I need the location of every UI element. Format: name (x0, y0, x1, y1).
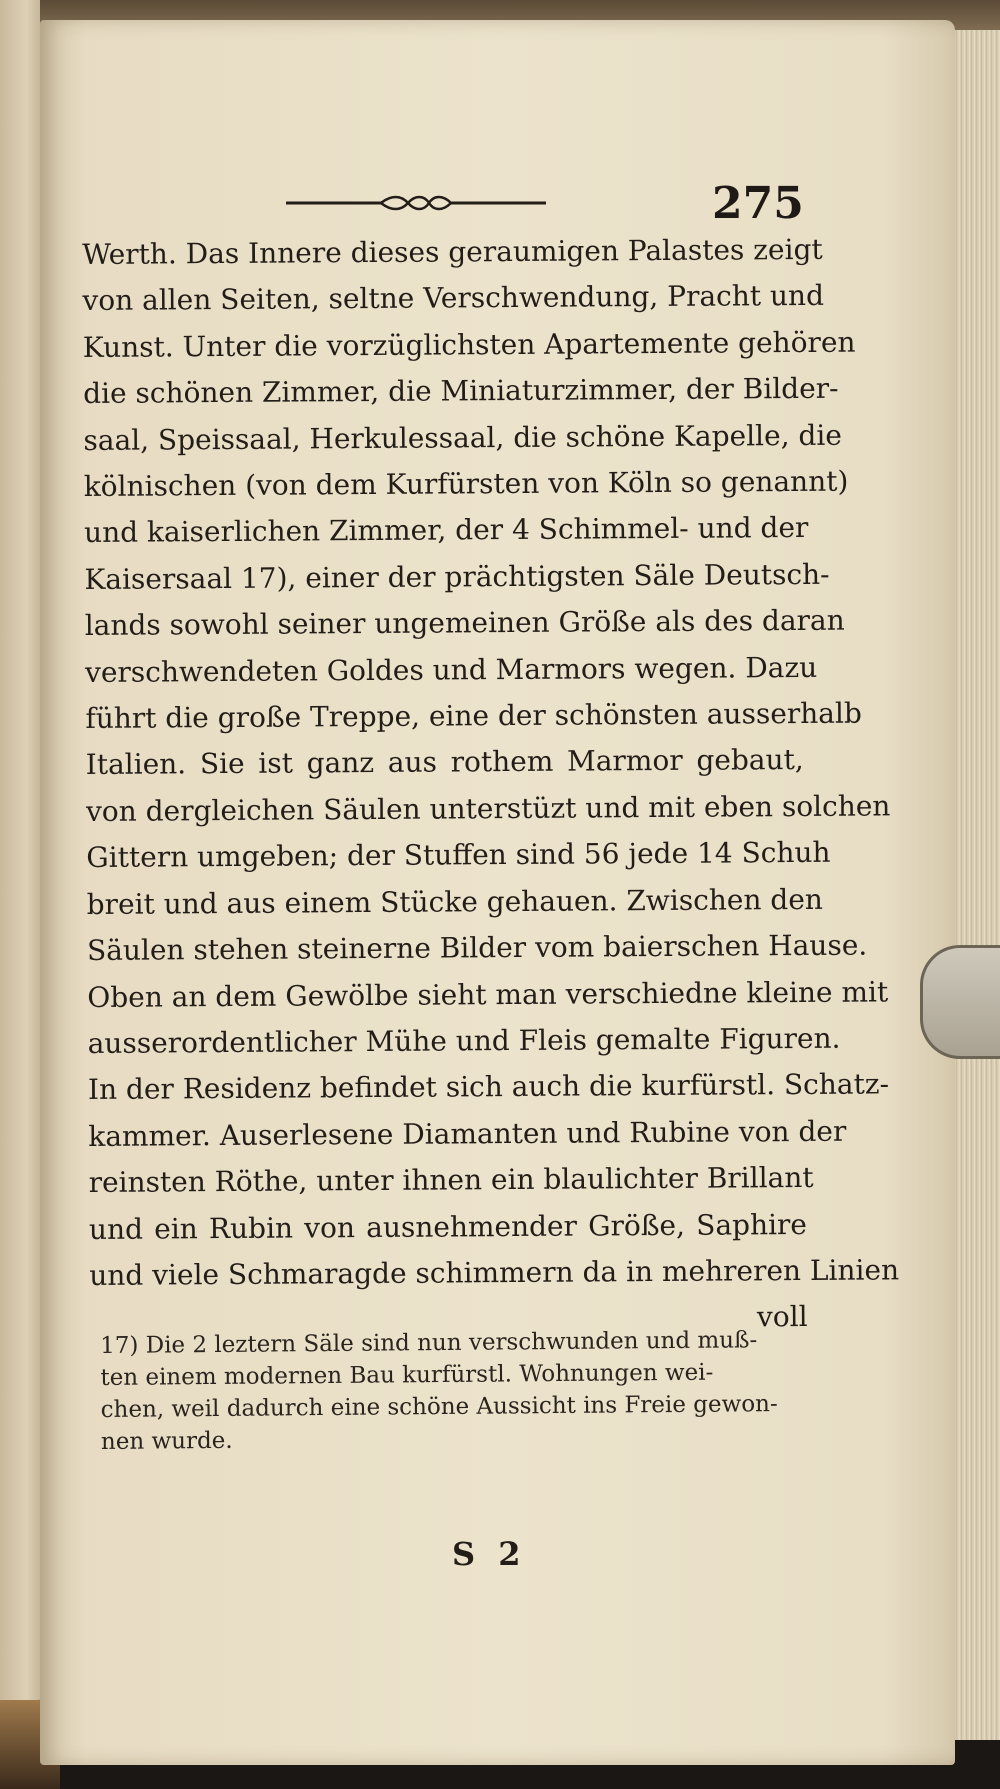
text-line: saal, Speissaal, Herkulessaal, die schöne Kapelle, die (83, 418, 842, 457)
text-line: Gittern umgeben; der Stuffen sind 56 jede 14 Schuh (86, 836, 831, 875)
footnote-line: 17) Die 2 leztern Säle sind nun verschwunden und muß- (100, 1327, 758, 1359)
text-line: Säulen stehen steinerne Bilder vom baierschen Hause. (86, 928, 868, 968)
signature-mark: S 2 (452, 1535, 527, 1573)
text-line: lands sowohl seiner ungemeinen Größe als des daran (84, 603, 845, 643)
text-line: breit und aus einem Stücke gehauen. Zwischen den (86, 882, 823, 921)
text-line: kölnischen (von dem Kurfürsten von Köln so genannt) (83, 464, 849, 504)
catchword: voll (756, 1300, 808, 1334)
text-line: Kunst. Unter die vorzüglichsten Apartemente gehören (82, 325, 856, 364)
text-line: Kaisersaal 17), einer der prächtigsten Säle Deutsch- (84, 557, 830, 596)
text-line: kammer. Auserlesene Diamanten und Rubine von der (88, 1114, 847, 1153)
body-text (82, 227, 900, 1346)
footnote-line: ten einem modernen Bau kurfürstl. Wohnungen wei- (100, 1359, 714, 1391)
header-ornament (286, 191, 546, 215)
bookmark-clip (920, 945, 1000, 1059)
text-line: In der Residenz befindet sich auch die kurfürstl. Schatz- (87, 1067, 890, 1107)
text-line: führt die große Treppe, eine der schönsten ausserhalb (85, 696, 862, 736)
text-line: Werth. Das Innere dieses geraumigen Palastes zeigt (82, 232, 823, 271)
text-line: verschwendeten Goldes und Marmors wegen. Dazu (84, 650, 818, 689)
text-line: Oben an dem Gewölbe sieht man verschiedne kleine mit (87, 974, 889, 1014)
page-stack-edge (948, 30, 1000, 1740)
page-number: 275 (712, 178, 804, 229)
footnote (100, 1324, 781, 1458)
text-line: die schönen Zimmer, die Miniaturzimmer, der Bilder- (83, 371, 839, 411)
text-line: von dergleichen Säulen unterstüzt und mit eben solchen (85, 789, 891, 828)
text-line: Italien. Sie ist ganz aus rothem Marmor gebaut, (85, 743, 804, 782)
text-line: ausserordentlicher Mühe und Fleis gemalte Figuren. (87, 1021, 841, 1060)
text-line: reinsten Röthe, unter ihnen ein blaulichter Brillant (88, 1161, 814, 1200)
text-line: und viele Schmaragde schimmern da in mehreren Linien (89, 1253, 900, 1292)
footnote-line: chen, weil dadurch eine schöne Aussicht ins Freie gewon- (100, 1391, 778, 1423)
footnote-line: nen wurde. (100, 1427, 233, 1455)
text-line: und ein Rubin von ausnehmender Größe, Saphire (88, 1207, 808, 1246)
text-line: von allen Seiten, seltne Verschwendung, Pracht und (82, 279, 825, 318)
text-line: und kaiserlichen Zimmer, der 4 Schimmel- und der (83, 511, 809, 550)
